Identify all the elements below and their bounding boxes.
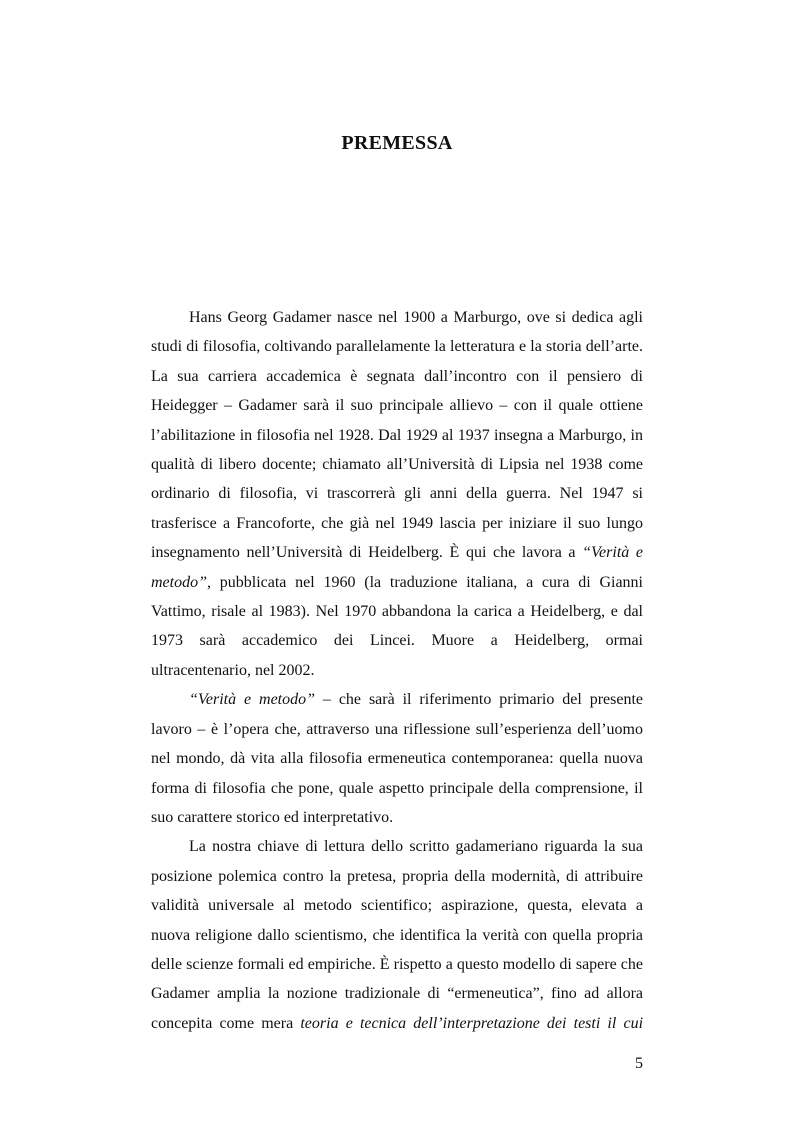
text-line: posizione polemica contro la pretesa, propria della modernità, di attribuire xyxy=(151,867,643,885)
text-line: La sua carriera accademica è segnata dall’incontro con il pensiero di xyxy=(151,367,643,385)
text-line: validità universale al metodo scientifico; aspirazione, questa, elevata a xyxy=(151,897,643,915)
text-line: delle scienze formali ed empiriche. È rispetto a questo modello di sapere che xyxy=(151,955,643,973)
text-line: suo carattere storico ed interpretativo. xyxy=(151,808,394,826)
text-line: insegnamento nell’Università di Heidelberg. È qui che lavora a “Verità e xyxy=(151,544,643,562)
text-line: lavoro – è l’opera che, attraverso una riflessione sull’esperienza dell’uomo xyxy=(151,720,643,738)
paragraph-3 xyxy=(151,832,643,1038)
text-line: nuova religione dallo scientismo, che identifica la verità con quella propria xyxy=(151,926,643,944)
paragraph-1 xyxy=(151,303,643,685)
text-line: “Verità e metodo” – che sarà il riferimento primario del presente xyxy=(189,691,644,709)
text-line: l’abilitazione in filosofia nel 1928. Dal 1929 al 1937 insegna a Marburgo, in xyxy=(151,426,643,444)
paragraph-2 xyxy=(151,685,643,832)
text-line: studi di filosofia, coltivando parallelamente la letteratura e la storia dell’arte. xyxy=(151,338,643,356)
text-line: trasferisce a Francoforte, che già nel 1949 lascia per iniziare il suo lungo xyxy=(151,514,643,532)
text-line: metodo”, pubblicata nel 1960 (la traduzione italiana, a cura di Gianni xyxy=(151,573,643,591)
text-line: Vattimo, risale al 1983). Nel 1970 abbandona la carica a Heidelberg, e dal xyxy=(151,603,643,621)
text-line: concepita come mera teoria e tecnica dell’interpretazione dei testi il cui xyxy=(151,1014,644,1032)
text-line: Hans Georg Gadamer nasce nel 1900 a Marburgo, ove si dedica agli xyxy=(189,309,643,326)
text-line: 1973 sarà accademico dei Lincei. Muore a Heidelberg, ormai xyxy=(151,632,643,650)
body-text xyxy=(151,303,643,1038)
text-line: ordinario di filosofia, vi trascorrerà gli anni della guerra. Nel 1947 si xyxy=(151,485,643,503)
page-number: 5 xyxy=(635,1055,643,1072)
page-title: PREMESSA xyxy=(341,132,453,154)
text-line: Heidegger – Gadamer sarà il suo principale allievo – con il quale ottiene xyxy=(151,397,643,415)
text-line: Gadamer amplia la nozione tradizionale di “ermeneutica”, fino ad allora xyxy=(151,985,643,1003)
text-line: nel mondo, dà vita alla filosofia ermeneutica contemporanea: quella nuova xyxy=(151,750,643,768)
text-line: forma di filosofia che pone, quale aspetto principale della comprensione, il xyxy=(151,779,643,797)
text-line: ultracentenario, nel 2002. xyxy=(151,661,315,679)
text-line: qualità di libero docente; chiamato all’Università di Lipsia nel 1938 come xyxy=(151,456,643,474)
text-line: La nostra chiave di lettura dello scritto gadameriano riguarda la sua xyxy=(189,838,643,856)
